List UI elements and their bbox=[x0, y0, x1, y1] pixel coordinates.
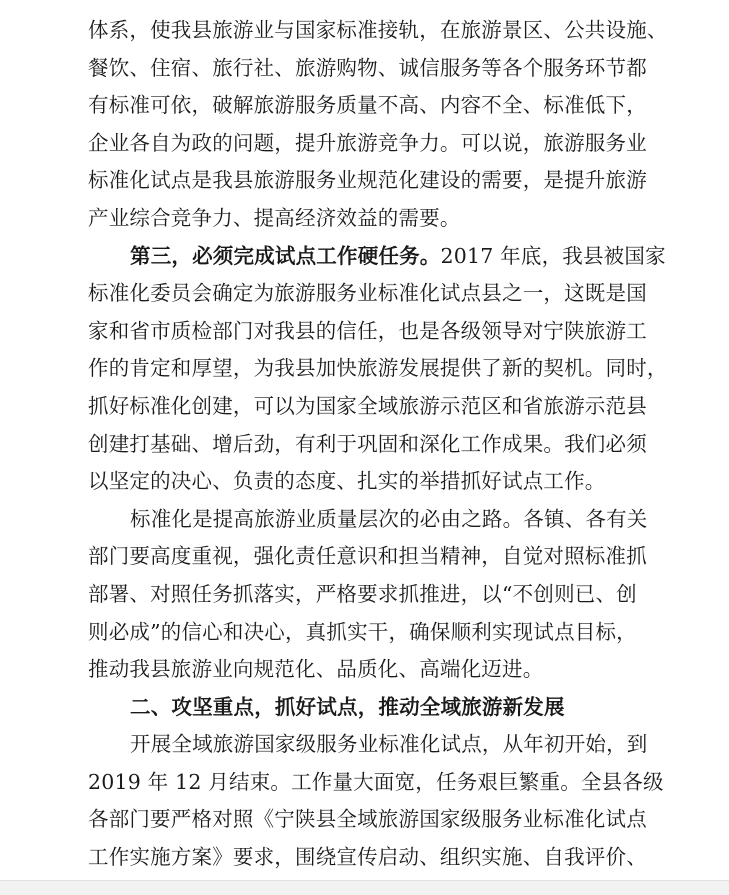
section-heading: 二、攻坚重点，抓好试点，推动全域旅游新发展 bbox=[130, 694, 565, 719]
text-line: 部署、对照任务抓落实，严格要求抓推进，以“不创则已、创 bbox=[88, 581, 637, 606]
text-line: 抓好标准化创建，可以为国家全域旅游示范区和省旅游示范县 bbox=[88, 393, 647, 418]
text-line: 产业综合竞争力、提高经济效益的需要。 bbox=[88, 205, 461, 230]
text-line: 体系，使我县旅游业与国家标准接轨，在旅游景区、公共设施、 bbox=[88, 18, 668, 42]
page-bottom-edge bbox=[0, 880, 729, 895]
text-line: 则必成”的信心和决心，真抓实干，确保顺利实现试点目标， bbox=[88, 619, 637, 644]
paragraph-first-line: 标准化是提高旅游业质量层次的必由之路。各镇、各有关 bbox=[130, 506, 648, 531]
text-line: 标准化试点是我县旅游服务业规范化建设的需要，是提升旅游 bbox=[88, 168, 647, 193]
text-line: 以坚定的决心、负责的态度、扎实的举措抓好试点工作。 bbox=[88, 469, 606, 494]
document-body bbox=[88, 12, 688, 877]
paragraph-first-line: 开展全域旅游国家级服务业标准化试点，从年初开始，到 bbox=[130, 732, 648, 757]
text-line: 2019 年 12 月结束。工作量大面宽，任务艰巨繁重。全县各级 bbox=[88, 769, 664, 794]
text-line: 部门要高度重视，强化责任意识和担当精神，自觉对照标准抓 bbox=[88, 544, 647, 569]
text-line: 创建打基础、增后劲，有利于巩固和深化工作成果。我们必须 bbox=[88, 431, 647, 456]
text-line: 企业各自为政的问题，提升旅游竞争力。可以说，旅游服务业 bbox=[88, 130, 647, 155]
point-heading: 第三，必须完成试点工作硬任务。 bbox=[130, 243, 441, 268]
text-line: 家和省市质检部门对我县的信任，也是各级领导对宁陕旅游工 bbox=[88, 318, 647, 343]
text-line: 作的肯定和厚望，为我县加快旅游发展提供了新的契机。同时， bbox=[88, 356, 668, 381]
paragraph-first-line bbox=[88, 238, 688, 276]
text-line: 餐饮、住宿、旅行社、旅游购物、诚信服务等各个服务环节都 bbox=[88, 55, 647, 80]
text-line: 工作实施方案》要求，围绕宣传启动、组织实施、自我评价、 bbox=[88, 845, 647, 870]
text-span: 2017 年底，我县被国家 bbox=[440, 243, 666, 268]
text-line: 标准化委员会确定为旅游服务业标准化试点县之一，这既是国 bbox=[88, 281, 647, 306]
text-line: 推动我县旅游业向规范化、品质化、高端化迈进。 bbox=[88, 657, 544, 682]
text-line: 有标准可依，破解旅游服务质量不高、内容不全、标准低下， bbox=[88, 93, 647, 118]
text-line: 各部门要严格对照《宁陕县全域旅游国家级服务业标准化试点 bbox=[88, 807, 647, 832]
